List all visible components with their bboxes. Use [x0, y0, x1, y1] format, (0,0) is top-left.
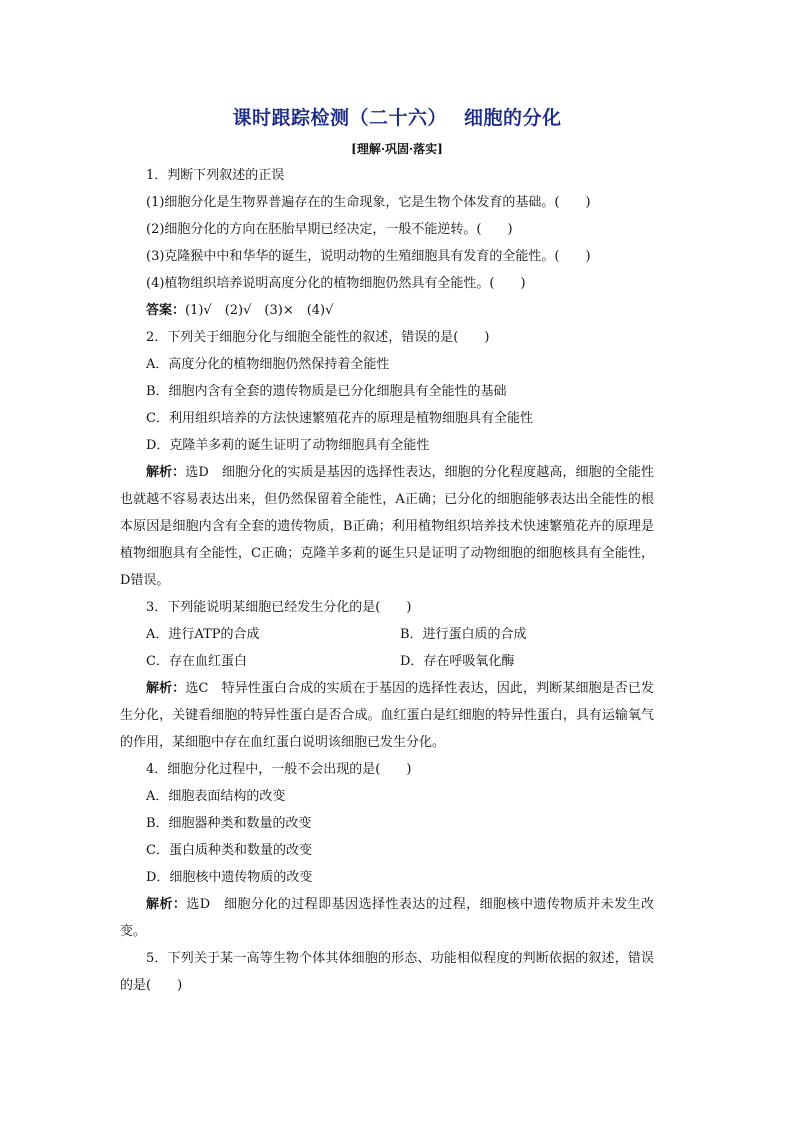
- question-3-option-d: D．存在呼吸氧化酶: [400, 654, 515, 669]
- question-4-stem: 4．细胞分化过程中，一般不会出现的是( ): [146, 762, 412, 777]
- question-1-item-1: (1)细胞分化是生物界普遍存在的生命现象，它是生物个体发育的基础。( ): [146, 195, 591, 210]
- answer-label: 答案：: [146, 303, 186, 318]
- question-1-item-4: (4)植物组织培养说明高度分化的植物细胞仍然具有全能性。( ): [146, 276, 526, 291]
- answer-text: (1)√ (2)√ (3)× (4)√: [185, 303, 334, 318]
- question-3-option-a: A．进行ATP的合成: [146, 627, 260, 642]
- analysis-text: 选D 细胞分化的实质是基因的选择性表达，细胞的分化程度越高，细胞的全能性也就越不容易表达出来，但仍然保留着全能性，A正确；已分化的细胞能够表达出全能性的根本原因是细胞内含有全套的遗传物质，B正确；利用植物组织培养技术快速繁殖花卉的原理是植物细胞具有全能性，C正确；克隆羊多莉的诞生只是证明了动物细胞的细胞核具有全能性，D错误。: [120, 465, 654, 588]
- question-4-option-b: B．细胞器种类和数量的改变: [146, 816, 312, 831]
- question-2-stem: 2．下列关于细胞分化与细胞全能性的叙述，错误的是( ): [146, 330, 490, 345]
- question-2-option-b: B．细胞内含有全套的遗传物质是已分化细胞具有全能性的基础: [146, 384, 507, 399]
- document-body: [120, 162, 654, 999]
- question-5-stem: 5．下列关于某一高等生物个体其体细胞的形态、功能相似程度的判断依据的叙述，错误的是( ): [120, 951, 654, 993]
- question-1-item-2: (2)细胞分化的方向在胚胎早期已经决定，一般不能逆转。( ): [146, 222, 513, 237]
- question-3-options-row-1: [146, 621, 654, 648]
- question-1-answer: [146, 297, 654, 324]
- analysis-label: 解析：: [146, 465, 186, 480]
- analysis-label: 解析：: [146, 897, 187, 912]
- analysis-label: 解析：: [146, 681, 186, 696]
- question-2-analysis: [120, 459, 654, 594]
- page-title: 课时跟踪检测（二十六） 细胞的分化: [232, 107, 562, 129]
- question-3-stem: 3．下列能说明某细胞已经发生分化的是( ): [146, 600, 412, 615]
- question-4-option-c: C．蛋白质种类和数量的改变: [146, 843, 312, 858]
- question-3-analysis: [120, 675, 654, 756]
- question-1-item-3: (3)克隆猴中中和华华的诞生，说明动物的生殖细胞具有发育的全能性。( ): [146, 249, 591, 264]
- question-3-option-b: B．进行蛋白质的合成: [400, 627, 527, 642]
- analysis-text: 选D 细胞分化的过程即基因选择性表达的过程，细胞核中遗传物质并未发生改变。: [120, 897, 654, 939]
- question-2-option-c: C．利用组织培养的方法快速繁殖花卉的原理是植物细胞具有全能性: [146, 411, 533, 426]
- question-4-option-d: D．细胞核中遗传物质的改变: [146, 870, 313, 885]
- question-4-analysis: [120, 891, 654, 945]
- question-2-option-a: A．高度分化的植物细胞仍然保持着全能性: [146, 357, 390, 372]
- question-2-option-d: D．克隆羊多莉的诞生证明了动物细胞具有全能性: [146, 438, 430, 453]
- question-4-option-a: A．细胞表面结构的改变: [146, 789, 286, 804]
- question-3-option-c: C．存在血红蛋白: [146, 654, 247, 669]
- question-1-stem: 1．判断下列叙述的正误: [146, 168, 285, 183]
- question-3-options-row-2: [146, 648, 654, 675]
- page-subtitle: [理解·巩固·落实]: [351, 142, 443, 156]
- analysis-text: 选C 特异性蛋白合成的实质在于基因的选择性表达，因此，判断某细胞是否已发生分化，关键看细胞的特异性蛋白是否合成。血红蛋白是红细胞的特异性蛋白，具有运输氧气的作用，某细胞中存在血红蛋白说明该细胞已发生分化。: [120, 681, 654, 750]
